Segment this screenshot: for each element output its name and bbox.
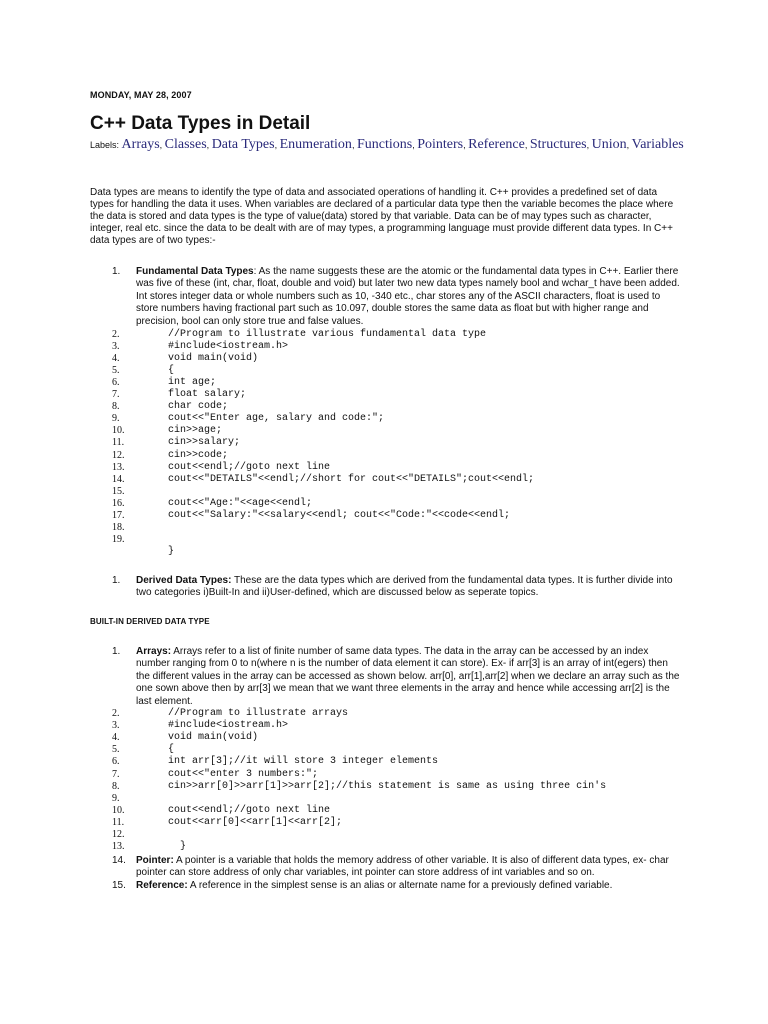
- text-reference: A reference in the simplest sense is an alias or alternate name for a previously defined variable.: [187, 880, 613, 891]
- list-number: 1.: [112, 266, 121, 277]
- code-line-source: float salary;: [168, 389, 247, 401]
- term-reference: Reference:: [136, 880, 188, 891]
- list-number: 14.: [112, 855, 126, 866]
- label-tag-link[interactable]: Union: [591, 137, 627, 152]
- code-line-number: 2.: [112, 329, 120, 340]
- label-tag-link[interactable]: Reference: [468, 137, 525, 152]
- code-line-number: 11.: [112, 816, 125, 828]
- label-tag-link[interactable]: Functions: [356, 137, 413, 152]
- code-line-number: 8.: [112, 401, 120, 413]
- intro-paragraph: Data types are means to identify the type of data and associated operations of handling it. C++ provides a predefined set of data types for handling the data it uses. When variables are declared of a particular data type then the variable becomes the place where the data is stored and data types is the type of value(data) stored by that variable. Data can be of may types such as character, integer, real etc. since the data to be dealt with are of may types, a programming language must provide different data types. In C++ data types are of two types:-: [90, 187, 674, 247]
- code-line-source: //Program to illustrate arrays: [168, 708, 349, 719]
- labels-prefix: Labels:: [90, 140, 120, 150]
- code-line-source: cin>>age;: [168, 425, 223, 437]
- term-derived: Derived Data Types:: [136, 575, 232, 586]
- code-line-number: 7.: [112, 389, 120, 401]
- code-line-source: //Program to illustrate various fundamental data type: [168, 329, 487, 340]
- post-date: MONDAY, MAY 28, 2007: [90, 90, 192, 100]
- label-tag-link[interactable]: Arrays: [121, 137, 160, 152]
- list-number: 15.: [112, 880, 126, 891]
- code-line-number: 16.: [112, 497, 125, 509]
- code-line-number: 12.: [112, 449, 125, 461]
- code-line-source: cout<<"Salary:"<<salary<<endl; cout<<"Code:"<<code<<endl;: [168, 509, 511, 521]
- code-line-number: 17.: [112, 509, 125, 521]
- section-heading-builtin: BUILT-IN DERIVED DATA TYPE: [90, 617, 210, 626]
- code-line-source: cin>>salary;: [168, 437, 241, 449]
- code-line-source: #include<iostream.h>: [168, 720, 289, 732]
- text-derived: These are the data types which are derived from the fundamental data types. It is further divide into two categories i)Built-In and ii)User-defined, which are discussed below as seperate topics.: [136, 575, 673, 599]
- code-line-number: 11.: [112, 437, 125, 449]
- code-line-number: 18.: [112, 521, 125, 533]
- label-tag-link[interactable]: Pointers: [417, 137, 464, 152]
- code-line-source: cout<<endl;//goto next line: [168, 461, 331, 473]
- label-tag-link[interactable]: Classes: [164, 137, 207, 152]
- code-line-source: cout<<arr[0]<<arr[1]<<arr[2];: [168, 816, 343, 828]
- label-tag-link[interactable]: Structures: [529, 137, 587, 152]
- code-line-source: cin>>arr[0]>>arr[1]>>arr[2];//this statement is same as using three cin's: [168, 780, 607, 792]
- label-tag-list: Arrays, Classes, Data Types, Enumeration, Functions, Pointers, Reference, Structures, Union, Variables: [121, 137, 684, 152]
- code-line-source: char code;: [168, 401, 229, 413]
- label-tag-link[interactable]: Variables: [631, 137, 684, 152]
- code-line-source: int arr[3];//it will store 3 integer elements: [168, 756, 439, 768]
- code-line-number: 9.: [112, 413, 120, 425]
- code-line-number: 6.: [112, 377, 120, 389]
- list-number: 1.: [112, 646, 121, 657]
- list-item-pointer: [112, 855, 682, 880]
- code-line-number: 8.: [112, 780, 120, 792]
- term-arrays: Arrays:: [136, 646, 172, 657]
- code-line-source: int age;: [168, 377, 217, 389]
- label-tag-link[interactable]: Enumeration: [279, 137, 352, 152]
- code-line-number: 4.: [112, 353, 120, 365]
- code-line-number: 14.: [112, 473, 125, 485]
- code-line-source: void main(void): [168, 732, 259, 744]
- code-line-source: }: [168, 841, 187, 853]
- code-line-number: 13.: [112, 841, 125, 853]
- code-line-number: 10.: [112, 425, 125, 437]
- text-arrays: Arrays refer to a list of finite number of same data types. The data in the array can be accessed by an index number ranging from 0 to n(where n is the number of data element it can store). Ex- if arr[3] is an array of int(egers) then the different values in the array can be accessed as shown below. arr[0], arr[1],arr[2] when we declare an array such as the one sown above then by arr[3] we mean that we want three elements in the array and hence while accessing arr[2] is the last element.: [136, 646, 680, 707]
- code-line-number: 12.: [112, 829, 125, 840]
- code-line-source: {: [168, 744, 175, 756]
- code-line-number: 5.: [112, 744, 120, 756]
- code-line-number: 6.: [112, 756, 120, 768]
- code-line-number: 15.: [112, 485, 125, 497]
- term-pointer: Pointer:: [136, 855, 174, 866]
- code-line-number: 9.: [112, 792, 120, 804]
- code-line-number: 7.: [112, 768, 120, 780]
- text-pointer: A pointer is a variable that holds the memory address of other variable. It is also of different data types, ex- char pointer can store address of only char variables, int pointer can store address of int variables and so on.: [136, 855, 669, 879]
- text-fundamental: : As the name suggests these are the atomic or the fundamental data types in C++. Earlier there was five of these (int, char, float, double and void) but later two new data types namely bool and wchar_t have been added. Int stores integer data or whole numbers such as 10, -340 etc., char stores any of the ASCII characters, float is used to store numbers having fractional part such as 10.097, double stores the same data as float but with higher range and precision, bool can only store true and false values.: [136, 266, 680, 327]
- code-line-number: 13.: [112, 461, 125, 473]
- code-line-source: cout<<endl;//goto next line: [168, 804, 331, 816]
- code-line-source: cout<<"enter 3 numbers:";: [168, 768, 319, 780]
- code-line-number: 5.: [112, 365, 120, 377]
- code-line-source: void main(void): [168, 353, 259, 365]
- code-line-source: }: [168, 545, 175, 557]
- code-line-source: cin>>code;: [168, 449, 229, 461]
- list-item-reference: [112, 880, 682, 892]
- labels-row: [90, 136, 690, 154]
- term-fundamental: Fundamental Data Types: [136, 266, 254, 277]
- code-line-number: 3.: [112, 720, 120, 732]
- code-line-source: {: [168, 365, 175, 377]
- code-line-number: 10.: [112, 804, 125, 816]
- code-line-source: cout<<"Age:"<<age<<endl;: [168, 497, 313, 509]
- code-line-number: 19.: [112, 533, 125, 545]
- list-item-derived: [112, 575, 682, 600]
- code-line-source: #include<iostream.h>: [168, 341, 289, 353]
- code-line-source: cout<<"Enter age, salary and code:";: [168, 413, 385, 425]
- code-line-number: 4.: [112, 732, 120, 744]
- list-item-arrays: [112, 646, 682, 708]
- code-line-number: 2.: [112, 708, 120, 719]
- list-item-fundamental: [112, 266, 682, 328]
- code-line-number: 3.: [112, 341, 120, 353]
- post-title: C++ Data Types in Detail: [90, 113, 311, 134]
- code-line-source: cout<<"DETAILS"<<endl;//short for cout<<"DETAILS";cout<<endl;: [168, 473, 535, 485]
- label-tag-link[interactable]: Data Types: [211, 137, 275, 152]
- list-number: 1.: [112, 575, 121, 586]
